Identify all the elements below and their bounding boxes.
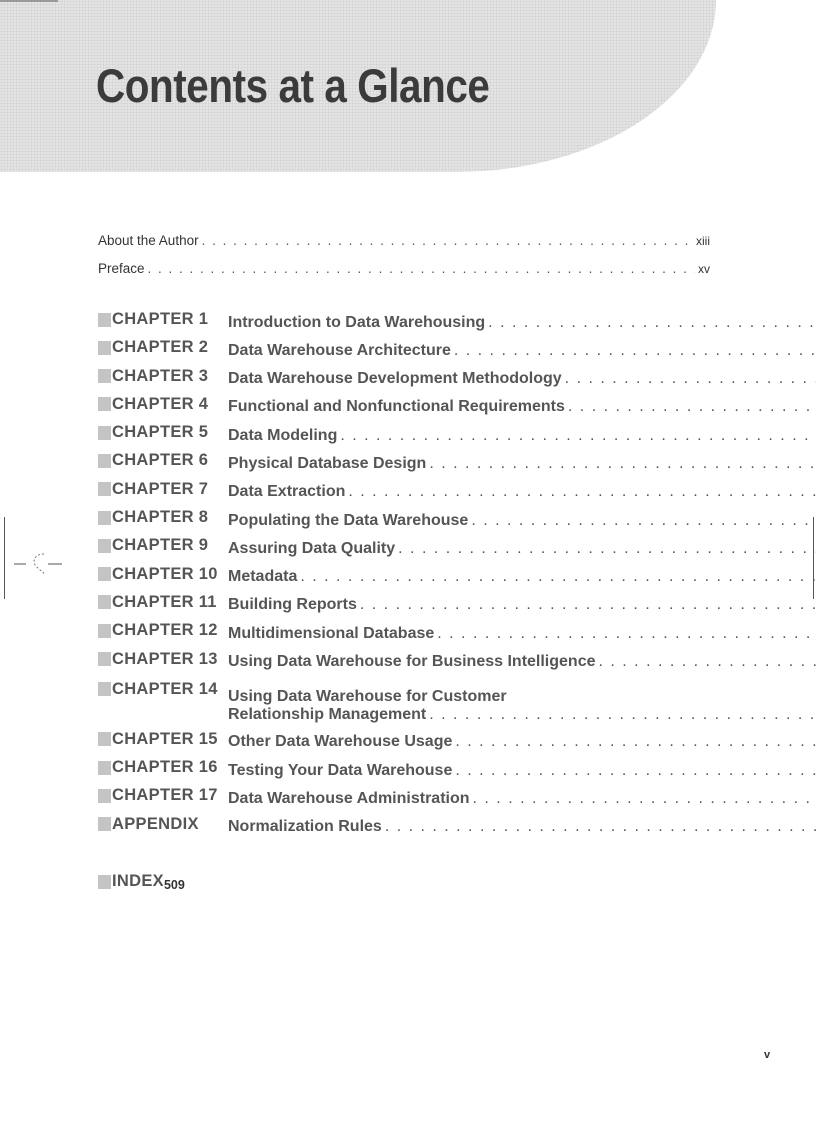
chapter-title: Physical Database Design <box>228 454 427 472</box>
chapter-label: CHAPTER 5 <box>112 423 209 442</box>
dot-leader <box>300 568 816 586</box>
chapter-title: Data Extraction <box>228 483 346 501</box>
gray-square-icon <box>98 789 111 803</box>
toc-entry-page: xv <box>698 262 710 276</box>
gray-square-icon <box>98 454 111 468</box>
index-page: 509 <box>163 877 185 892</box>
toc-entry-title: Preface <box>98 261 145 276</box>
dot-leader <box>360 596 816 614</box>
chapter-row[interactable] <box>98 338 710 366</box>
gray-square-icon <box>98 482 111 496</box>
page-title: Contents at a Glance <box>96 59 490 112</box>
dot-leader <box>455 762 816 780</box>
left-edge-line <box>4 517 5 599</box>
gray-square-icon <box>98 567 111 581</box>
dot-leader <box>148 261 695 276</box>
chapter-title: Building Reports <box>228 596 357 614</box>
chapter-row[interactable] <box>98 678 710 730</box>
chapter-row[interactable] <box>98 367 710 395</box>
gray-square-icon <box>98 369 111 383</box>
gray-square-icon <box>98 875 111 889</box>
chapter-row[interactable] <box>98 536 710 564</box>
dot-leader <box>568 398 816 416</box>
chapter-title: Data Warehouse Development Methodology <box>228 370 562 388</box>
chapter-title: Assuring Data Quality <box>228 539 396 557</box>
toc-entry-preface[interactable] <box>98 261 710 276</box>
chapter-label: CHAPTER 12 <box>112 621 218 640</box>
chapter-label: CHAPTER 16 <box>112 758 218 777</box>
dot-leader <box>565 370 816 388</box>
chapter-label: CHAPTER 14 <box>112 679 218 698</box>
chapter-label: CHAPTER 6 <box>112 451 209 470</box>
chapter-title: Introduction to Data Warehousing <box>228 313 486 331</box>
chapter-title: Multidimensional Database <box>228 624 435 642</box>
dot-leader <box>473 790 816 808</box>
dot-leader <box>202 233 693 248</box>
chapter-label: CHAPTER 3 <box>112 366 209 385</box>
chapter-row[interactable] <box>98 730 710 758</box>
chapter-title-line2: Relationship Management <box>228 705 427 723</box>
gray-square-icon <box>98 341 111 355</box>
chapter-title: Testing Your Data Warehouse <box>228 761 453 779</box>
gray-square-icon <box>98 397 111 411</box>
gray-square-icon <box>98 511 111 525</box>
chapter-label: CHAPTER 15 <box>112 729 218 748</box>
dot-leader <box>429 455 816 473</box>
gray-square-icon <box>98 652 111 666</box>
chapter-label: CHAPTER 9 <box>112 536 209 555</box>
chapter-title: Other Data Warehouse Usage <box>228 733 453 751</box>
chapter-row[interactable] <box>98 480 710 508</box>
chapter-label: CHAPTER 13 <box>112 649 218 668</box>
dot-leader <box>348 483 816 501</box>
chapter-list <box>98 310 710 843</box>
dot-leader <box>599 653 816 671</box>
chapter-label: APPENDIX <box>112 814 199 833</box>
chapter-label: CHAPTER 10 <box>112 564 218 583</box>
chapter-title: Populating the Data Warehouse <box>228 511 469 529</box>
chapter-title: Using Data Warehouse for Business Intelligence <box>228 653 596 671</box>
dot-leader <box>340 427 816 445</box>
dot-leader <box>488 314 816 332</box>
dot-leader <box>398 540 816 558</box>
chapter-title: Functional and Nonfunctional Requirements <box>228 398 565 416</box>
gray-square-icon <box>98 761 111 775</box>
chapter-label: CHAPTER 17 <box>112 786 218 805</box>
chapter-row[interactable] <box>98 621 710 649</box>
toc-entry-page: xiii <box>696 234 710 248</box>
chapter-title: Data Warehouse Architecture <box>228 341 451 359</box>
chapter-title: Data Modeling <box>228 426 338 444</box>
gray-square-icon <box>98 313 111 327</box>
chapter-row[interactable] <box>98 565 710 593</box>
chapter-row[interactable] <box>98 395 710 423</box>
chapter-row[interactable] <box>98 815 710 843</box>
chapter-row[interactable] <box>98 423 710 451</box>
dot-leader <box>454 342 816 360</box>
chapter-row[interactable] <box>98 593 710 621</box>
toc-entry-title: About the Author <box>98 233 199 248</box>
chapter-row[interactable] <box>98 786 710 814</box>
crop-mark-icon <box>14 550 62 578</box>
corner-rule <box>0 0 58 2</box>
chapter-row[interactable] <box>98 451 710 479</box>
dot-leader <box>471 512 816 530</box>
chapter-row[interactable] <box>98 310 710 338</box>
chapter-row[interactable] <box>98 758 710 786</box>
chapter-label: CHAPTER 11 <box>112 592 217 611</box>
dot-leader <box>429 706 816 724</box>
toc-entry-index[interactable] <box>98 872 710 892</box>
chapter-title: Normalization Rules <box>228 818 382 836</box>
chapter-title: Data Warehouse Administration <box>228 789 470 807</box>
gray-square-icon <box>98 595 111 609</box>
toc-entry-about-author[interactable] <box>98 233 710 248</box>
chapter-label: CHAPTER 8 <box>112 508 209 527</box>
gray-square-icon <box>98 732 111 746</box>
gray-square-icon <box>98 682 111 696</box>
chapter-label: CHAPTER 2 <box>112 338 209 357</box>
chapter-row[interactable] <box>98 508 710 536</box>
page-number: v <box>764 1049 771 1061</box>
index-label: INDEX <box>112 872 164 890</box>
chapter-row[interactable] <box>98 650 710 678</box>
gray-square-icon <box>98 539 111 553</box>
chapter-title: Using Data Warehouse for Customer <box>228 687 507 705</box>
dot-leader <box>385 818 816 836</box>
chapter-label: CHAPTER 1 <box>112 310 209 328</box>
dot-leader <box>455 733 816 751</box>
gray-square-icon <box>98 426 111 440</box>
dot-leader <box>437 625 816 643</box>
gray-square-icon <box>98 817 111 831</box>
chapter-label: CHAPTER 4 <box>112 394 209 413</box>
gray-square-icon <box>98 624 111 638</box>
chapter-title: Metadata <box>228 568 298 586</box>
chapter-label: CHAPTER 7 <box>112 479 209 498</box>
